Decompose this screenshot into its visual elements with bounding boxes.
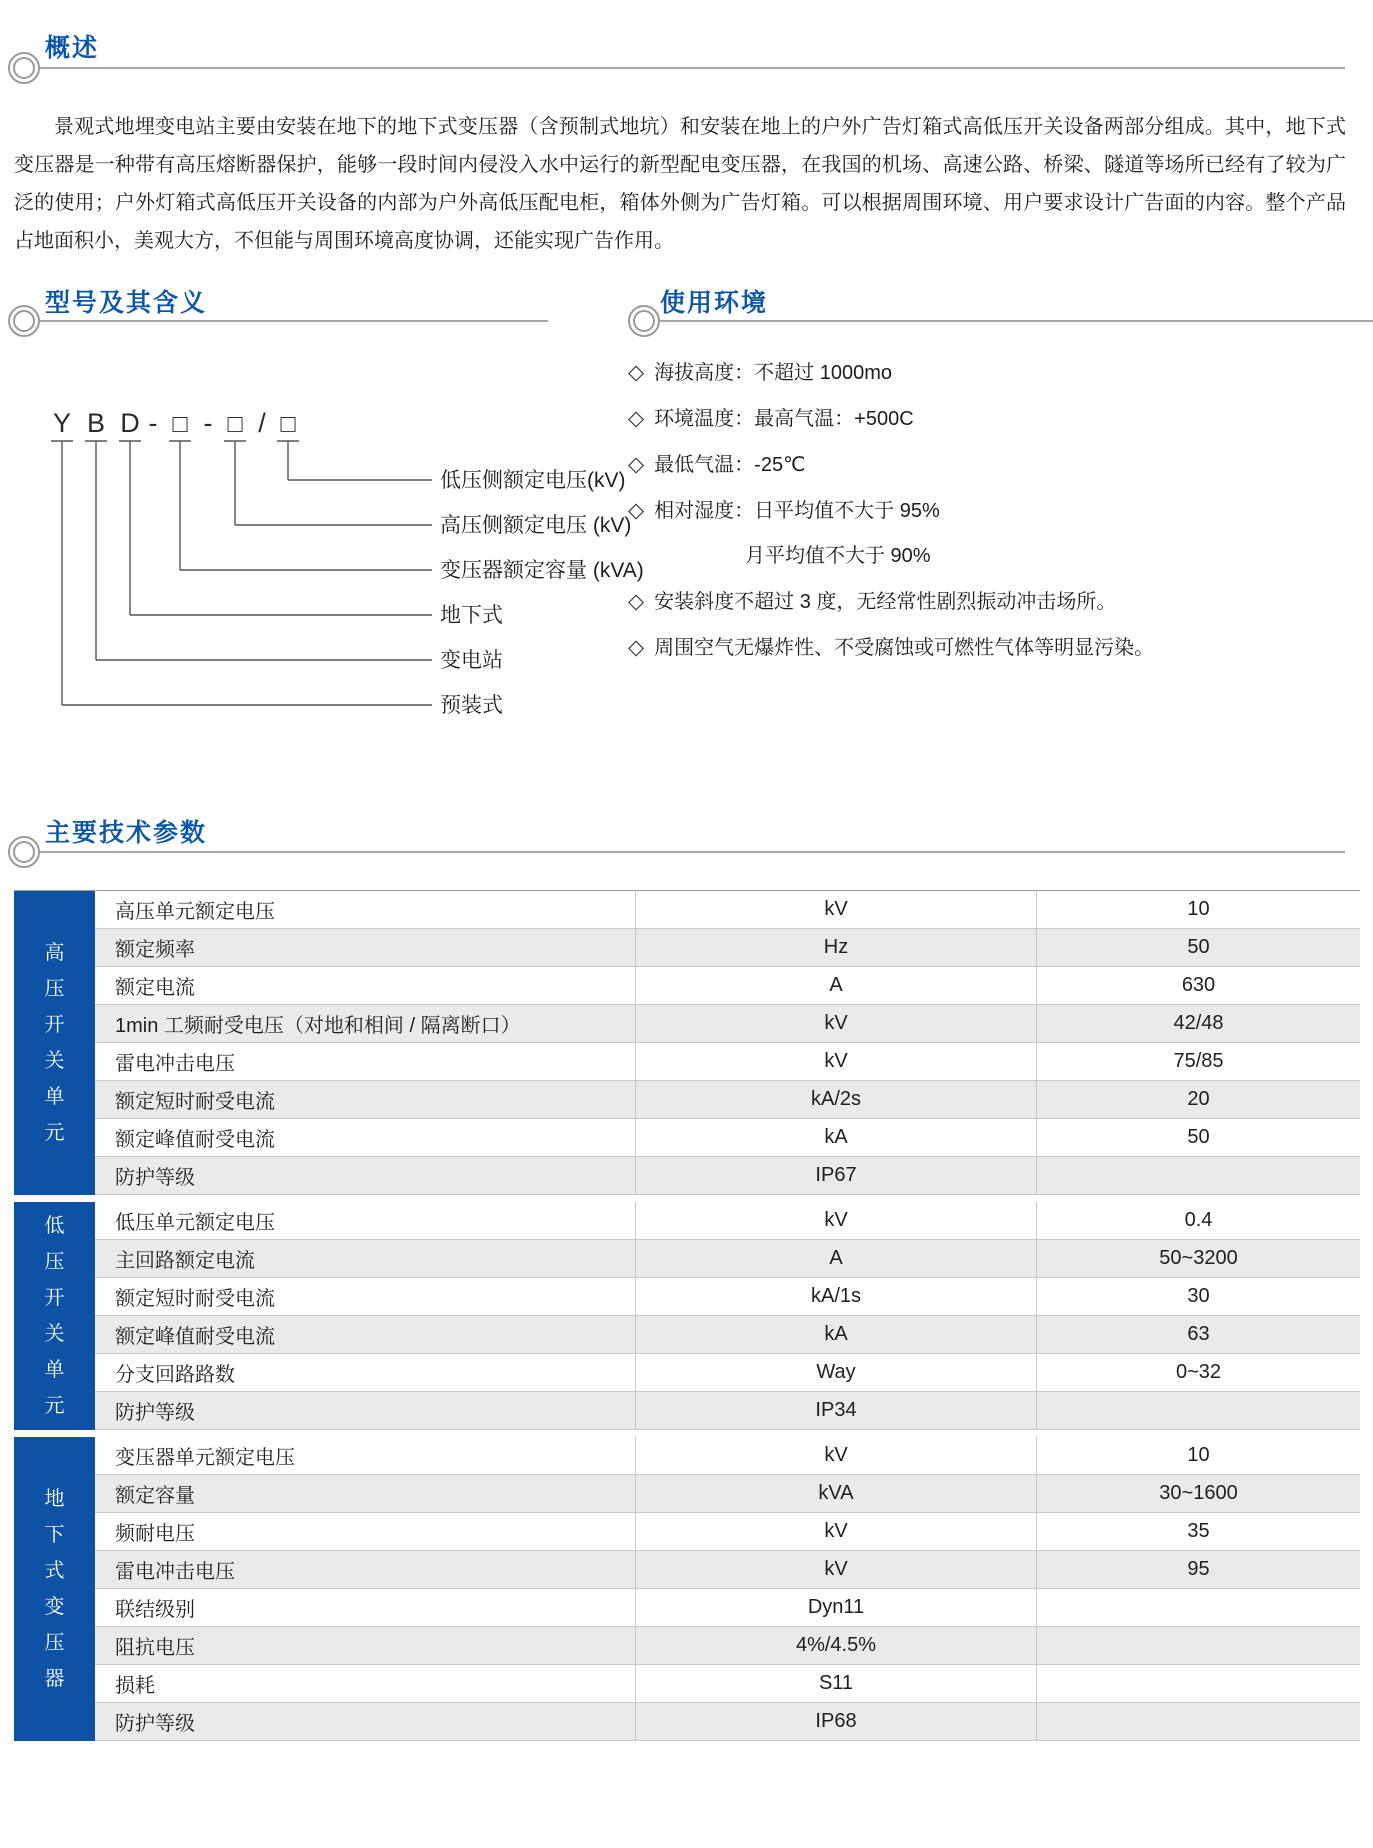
- table-row: [95, 1005, 1360, 1043]
- model-code-part: □: [280, 410, 296, 438]
- section-title-parameters: 主要技术参数: [45, 819, 208, 847]
- table-row: [95, 1081, 1360, 1119]
- param-value-cell: 63: [1187, 1323, 1210, 1345]
- param-unit-cell: IP67: [635, 1157, 1037, 1194]
- param-unit-cell: A: [635, 967, 1037, 1004]
- param-name-cell: 额定频率: [115, 939, 195, 961]
- table-row: [95, 891, 1360, 929]
- code-meaning-label: 变压器额定容量 (kVA): [440, 559, 644, 582]
- param-value-cell: 0.4: [1184, 1209, 1213, 1231]
- table-group-rows: [95, 891, 1360, 1195]
- param-name-cell: 频耐电压: [115, 1523, 195, 1545]
- param-unit-cell: kV: [635, 1005, 1037, 1042]
- param-name-cell: 额定容量: [115, 1485, 195, 1507]
- model-code-part: -: [148, 408, 158, 438]
- param-unit-cell: IP34: [635, 1392, 1037, 1429]
- table-group-label-text: 地 下 式 变 压 器: [44, 1488, 65, 1690]
- section-rule-overview: [28, 67, 1345, 69]
- table-row: [95, 1157, 1360, 1195]
- param-unit-cell: kVA: [635, 1475, 1037, 1512]
- param-name-cell: 额定峰值耐受电流: [115, 1326, 275, 1348]
- table-row: [95, 1240, 1360, 1278]
- param-unit-cell: kA/2s: [635, 1081, 1037, 1118]
- section-rule-environment: [645, 320, 1373, 322]
- param-name-cell: 雷电冲击电压: [115, 1561, 235, 1583]
- param-unit-cell: A: [635, 1240, 1037, 1277]
- param-name-cell: 主回路额定电流: [115, 1250, 255, 1272]
- param-unit-cell: kV: [635, 1043, 1037, 1080]
- environment-condition-item: ◇ 周围空气无爆炸性、不受腐蚀或可燃性气体等明显污染。: [628, 636, 1155, 659]
- param-value-cell: 630: [1181, 974, 1216, 996]
- param-value-cell: 10: [1187, 1444, 1210, 1466]
- param-value-cell: 35: [1187, 1520, 1210, 1542]
- param-name-cell: 低压单元额定电压: [115, 1212, 275, 1234]
- table-group: [14, 891, 1360, 1195]
- param-unit-cell: kV: [635, 1551, 1037, 1588]
- section-marker-icon: [628, 305, 660, 337]
- param-name-cell: 额定短时耐受电流: [115, 1288, 275, 1310]
- table-row: [95, 1475, 1360, 1513]
- technical-parameters-table: [14, 890, 1360, 1741]
- param-value-cell: 30~1600: [1159, 1482, 1238, 1504]
- model-code-part: B: [86, 408, 106, 438]
- code-meaning-label: 低压侧额定电压(kV): [440, 469, 626, 492]
- param-value-cell: 50: [1187, 1126, 1210, 1148]
- param-name-cell: 防护等级: [115, 1167, 195, 1189]
- param-value-cell: 10: [1187, 898, 1210, 920]
- table-row: [95, 1589, 1360, 1627]
- param-unit-cell: Dyn11: [635, 1589, 1037, 1626]
- environment-condition-item: ◇ 海拔高度：不超过 1000mo: [628, 361, 892, 384]
- param-name-cell: 防护等级: [115, 1713, 195, 1735]
- param-unit-cell: 4%/4.5%: [635, 1627, 1037, 1664]
- section-title-environment: 使用环境: [660, 289, 769, 317]
- param-value-cell: 42/48: [1173, 1012, 1224, 1034]
- param-unit-cell: S11: [635, 1665, 1037, 1702]
- param-name-cell: 额定峰值耐受电流: [115, 1129, 275, 1151]
- table-group-label: [14, 891, 95, 1195]
- table-row: [95, 1513, 1360, 1551]
- param-name-cell: 高压单元额定电压: [115, 901, 275, 923]
- table-group-rows: [95, 1202, 1360, 1430]
- model-code-part: □: [227, 410, 243, 438]
- model-code-part: /: [258, 408, 266, 438]
- model-code-part: D: [120, 408, 140, 438]
- diamond-bullet-icon: ◇: [628, 407, 645, 430]
- param-name-cell: 联结级别: [115, 1599, 195, 1621]
- table-row: [95, 1316, 1360, 1354]
- param-name-cell: 分支回路路数: [115, 1364, 235, 1386]
- diamond-bullet-icon: ◇: [628, 636, 645, 659]
- param-value-cell: 75/85: [1173, 1050, 1224, 1072]
- table-row: [95, 1202, 1360, 1240]
- model-code-part: □: [172, 410, 188, 438]
- param-value-cell: [1037, 1589, 1360, 1626]
- table-row: [95, 967, 1360, 1005]
- param-name-cell: 额定短时耐受电流: [115, 1091, 275, 1113]
- section-title-model: 型号及其含义: [45, 289, 208, 317]
- param-name-cell: 1min 工频耐受电压（对地和相间 / 隔离断口）: [115, 1015, 521, 1037]
- code-meaning-label: 高压侧额定电压 (kV): [440, 514, 632, 537]
- param-unit-cell: Way: [635, 1354, 1037, 1391]
- table-row: [95, 1627, 1360, 1665]
- param-name-cell: 防护等级: [115, 1402, 195, 1424]
- param-value-cell: [1037, 1703, 1360, 1740]
- model-code-part: -: [203, 408, 213, 438]
- table-row: [95, 1437, 1360, 1475]
- section-title-overview: 概述: [45, 34, 100, 62]
- environment-condition-item: ◇ 安装斜度不超过 3 度，无经常性剧烈振动冲击场所。: [628, 590, 1117, 613]
- environment-condition-item: ◇ 最低气温：-25℃: [628, 453, 806, 476]
- environment-condition-item: ◇ 环境温度：最高气温：+500C: [628, 407, 914, 430]
- table-group-label-text: 高 压 开 关 单 元: [44, 942, 65, 1144]
- environment-condition-list: [628, 350, 1368, 671]
- table-group: [14, 1437, 1360, 1741]
- param-value-cell: 0~32: [1175, 1361, 1222, 1383]
- diamond-bullet-icon: ◇: [628, 499, 645, 522]
- overview-paragraph: 景观式地埋变电站主要由安装在地下的地下式变压器（含预制式地坑）和安装在地上的户外广告灯箱式高低压开关设备两部分组成。其中，地下式变压器是一种带有高压熔断器保护，能够一段时间内侵没入水中运行的新型配电变压器，在我国的机场、高速公路、桥梁、隧道等场所已经有了较为广泛的使用；户外灯箱式高低压开关设备的内部为户外高低压配电柜，箱体外侧为广告灯箱。可以根据周围环境、用户要求设计广告面的内容。整个产品占地面积小，美观大方，不但能与周围环境高度协调，还能实现广告作用。: [14, 116, 1346, 252]
- model-designation-diagram: [40, 340, 650, 735]
- param-unit-cell: kV: [635, 1437, 1037, 1474]
- param-value-cell: [1037, 1627, 1360, 1664]
- table-row: [95, 1703, 1360, 1741]
- table-group-label-text: 低 压 开 关 单 元: [44, 1215, 65, 1417]
- diamond-bullet-icon: ◇: [628, 590, 645, 613]
- param-value-cell: 50: [1187, 936, 1210, 958]
- param-unit-cell: Hz: [635, 929, 1037, 966]
- param-value-cell: 30: [1187, 1285, 1210, 1307]
- param-value-cell: 20: [1187, 1088, 1210, 1110]
- model-code-part: Y: [52, 408, 72, 438]
- param-value-cell: [1037, 1392, 1360, 1429]
- table-row: [95, 1043, 1360, 1081]
- param-name-cell: 额定电流: [115, 977, 195, 999]
- code-meaning-label: 预装式: [440, 694, 503, 717]
- table-row: [95, 1278, 1360, 1316]
- section-marker-icon: [8, 52, 40, 84]
- section-rule-parameters: [28, 851, 1345, 853]
- param-unit-cell: kV: [635, 1202, 1037, 1239]
- param-name-cell: 变压器单元额定电压: [115, 1447, 295, 1469]
- table-row: [95, 1665, 1360, 1703]
- environment-condition-continuation: 月平均值不大于 90%: [745, 545, 931, 567]
- table-row: [95, 1354, 1360, 1392]
- param-unit-cell: kA: [635, 1119, 1037, 1156]
- param-name-cell: 阻抗电压: [115, 1637, 195, 1659]
- param-unit-cell: kA/1s: [635, 1278, 1037, 1315]
- table-row: [95, 929, 1360, 967]
- diamond-bullet-icon: ◇: [628, 361, 645, 384]
- code-meaning-label: 变电站: [440, 649, 503, 672]
- param-value-cell: [1037, 1157, 1360, 1194]
- param-unit-cell: IP68: [635, 1703, 1037, 1740]
- param-name-cell: 损耗: [115, 1675, 155, 1697]
- param-value-cell: [1037, 1665, 1360, 1702]
- environment-condition-item: ◇ 相对湿度：日平均值不大于 95%: [628, 499, 940, 522]
- table-group: [14, 1202, 1360, 1430]
- param-unit-cell: kV: [635, 891, 1037, 928]
- param-unit-cell: kV: [635, 1513, 1037, 1550]
- param-value-cell: 50~3200: [1159, 1247, 1238, 1269]
- table-group-rows: [95, 1437, 1360, 1741]
- section-rule-model: [25, 320, 548, 322]
- param-name-cell: 雷电冲击电压: [115, 1053, 235, 1075]
- section-marker-icon: [8, 305, 40, 337]
- param-unit-cell: kA: [635, 1316, 1037, 1353]
- table-row: [95, 1392, 1360, 1430]
- diamond-bullet-icon: ◇: [628, 453, 645, 476]
- table-row: [95, 1551, 1360, 1589]
- section-marker-icon: [8, 836, 40, 868]
- table-row: [95, 1119, 1360, 1157]
- param-value-cell: 95: [1187, 1558, 1210, 1580]
- code-meaning-label: 地下式: [440, 604, 503, 627]
- table-group-label: [14, 1437, 95, 1741]
- table-group-label: [14, 1202, 95, 1430]
